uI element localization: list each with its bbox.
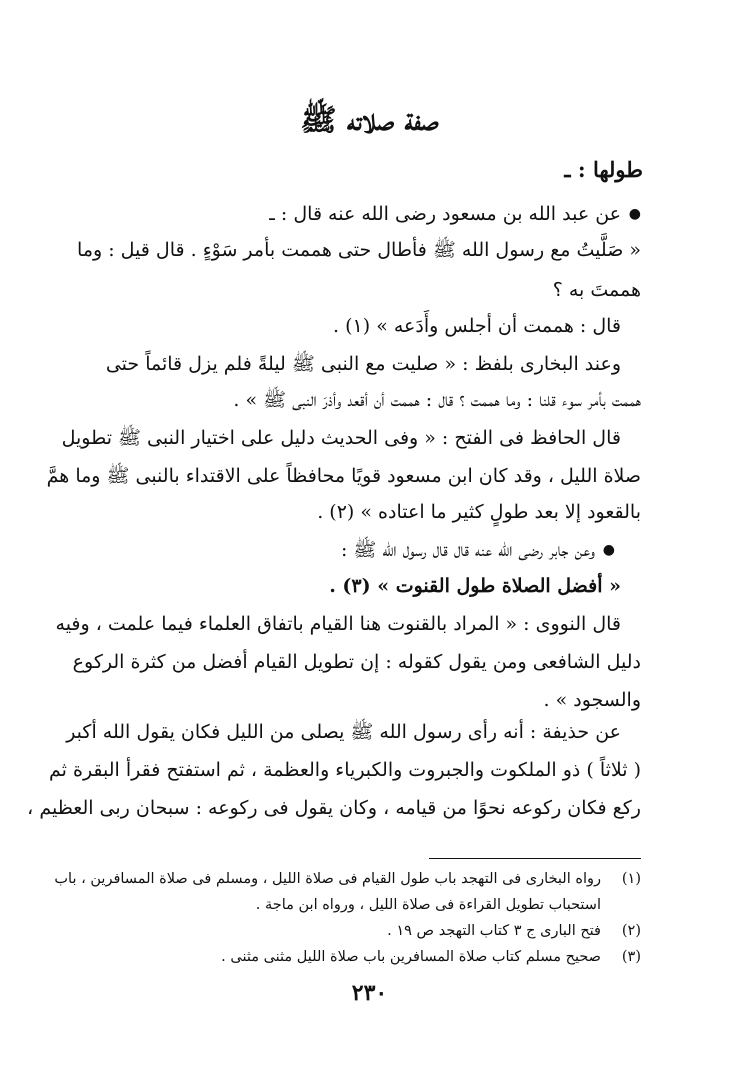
- body-line: قال الحافظ فى الفتح : « وفى الحديث دليل على اختيار النبى ﷺ تطويل: [61, 427, 621, 449]
- footnote-divider: [429, 858, 641, 859]
- footnote-text: فتح البارى ج ٣ كتاب التهجد ص ١٩ .: [387, 923, 601, 939]
- footnote: [91, 918, 641, 945]
- body-line: هممتَ به ؟: [552, 279, 641, 301]
- footnote-number: (١): [621, 871, 641, 887]
- body-line: صلاة الليل ، وقد كان ابن مسعود قويًا محافظاً على الاقتداء بالنبى ﷺ وما همَّ: [46, 465, 641, 487]
- footnote-text: رواه البخارى فى التهجد باب طول القيام فى صلاة الليل ، ومسلم فى صلاة المسافرين ، باب: [54, 871, 601, 887]
- footnote: [54, 866, 641, 893]
- body-line: ركع فكان ركوعه نحوًا من قيامه ، وكان يقول فى ركوعه : سبحان ربى العظيم ،: [27, 797, 641, 819]
- footnote-number: (٢): [621, 923, 641, 939]
- body-line: « صَلَّيتُ مع رسول الله ﷺ فأطال حتى هممت بأمر سَوْءٍ . قال قيل : وما: [77, 239, 641, 261]
- hadith-quote: « أفضل الصلاة طول القنوت » (٣) .: [329, 575, 621, 597]
- footnote: [91, 944, 641, 971]
- body-line: دليل الشافعى ومن يقول كقوله : إن تطويل القيام أفضل من كثرة الركوع: [72, 651, 641, 673]
- footnote: [91, 892, 641, 919]
- page-number: ٢٣٠: [351, 980, 388, 1006]
- footnote-text: صحيح مسلم كتاب صلاة المسافرين باب صلاة الليل مثنى مثنى .: [221, 949, 601, 965]
- section-subheading: طولها : ـ: [564, 157, 643, 182]
- body-line: قال النووى : « المراد بالقنوت هنا القيام باتفاق العلماء فيما علمت ، وفيه: [55, 613, 621, 635]
- body-line: هممت بأمر سوء قلنا : وما هممت ؟ قال : هممت أن أقعد وأذرَ النبى ﷺ » .: [233, 389, 641, 411]
- body-line: بالقعود إلا بعد طولٍ كثير ما اعتاده » (٢) .: [317, 501, 641, 523]
- footnote-text: استحباب تطويل القراءة فى صلاة الليل ، ورواه ابن ماجة .: [255, 897, 601, 913]
- body-line: وعن جابر رضى الله عنه قال قال رسول الله ﷺ :: [340, 539, 595, 561]
- footnote-number: (٣): [621, 949, 641, 965]
- body-line: والسجود » .: [543, 689, 641, 711]
- body-line: وعند البخارى بلفظ : « صليت مع النبى ﷺ ليلةً فلم يزل قائماً حتى: [105, 353, 621, 375]
- bullet-icon: ●: [628, 206, 641, 222]
- bullet-icon: ●: [602, 542, 615, 558]
- body-line: عن عبد الله بن مسعود رضى الله عنه قال : ـ: [269, 203, 621, 225]
- page-title: صفة صلاته ﷺ: [300, 103, 439, 138]
- body-line: ( ثلاثاً ) ذو الملكوت والجبروت والكبرياء والعظمة ، ثم استفتح فقرأ البقرة ثم: [49, 759, 641, 781]
- body-line: قال : هممت أن أجلس وأَدَعه » (١) .: [333, 315, 621, 337]
- body-line: عن حذيفة : أنه رأى رسول الله ﷺ يصلى من الليل فكان يقول الله أكبر: [66, 721, 621, 743]
